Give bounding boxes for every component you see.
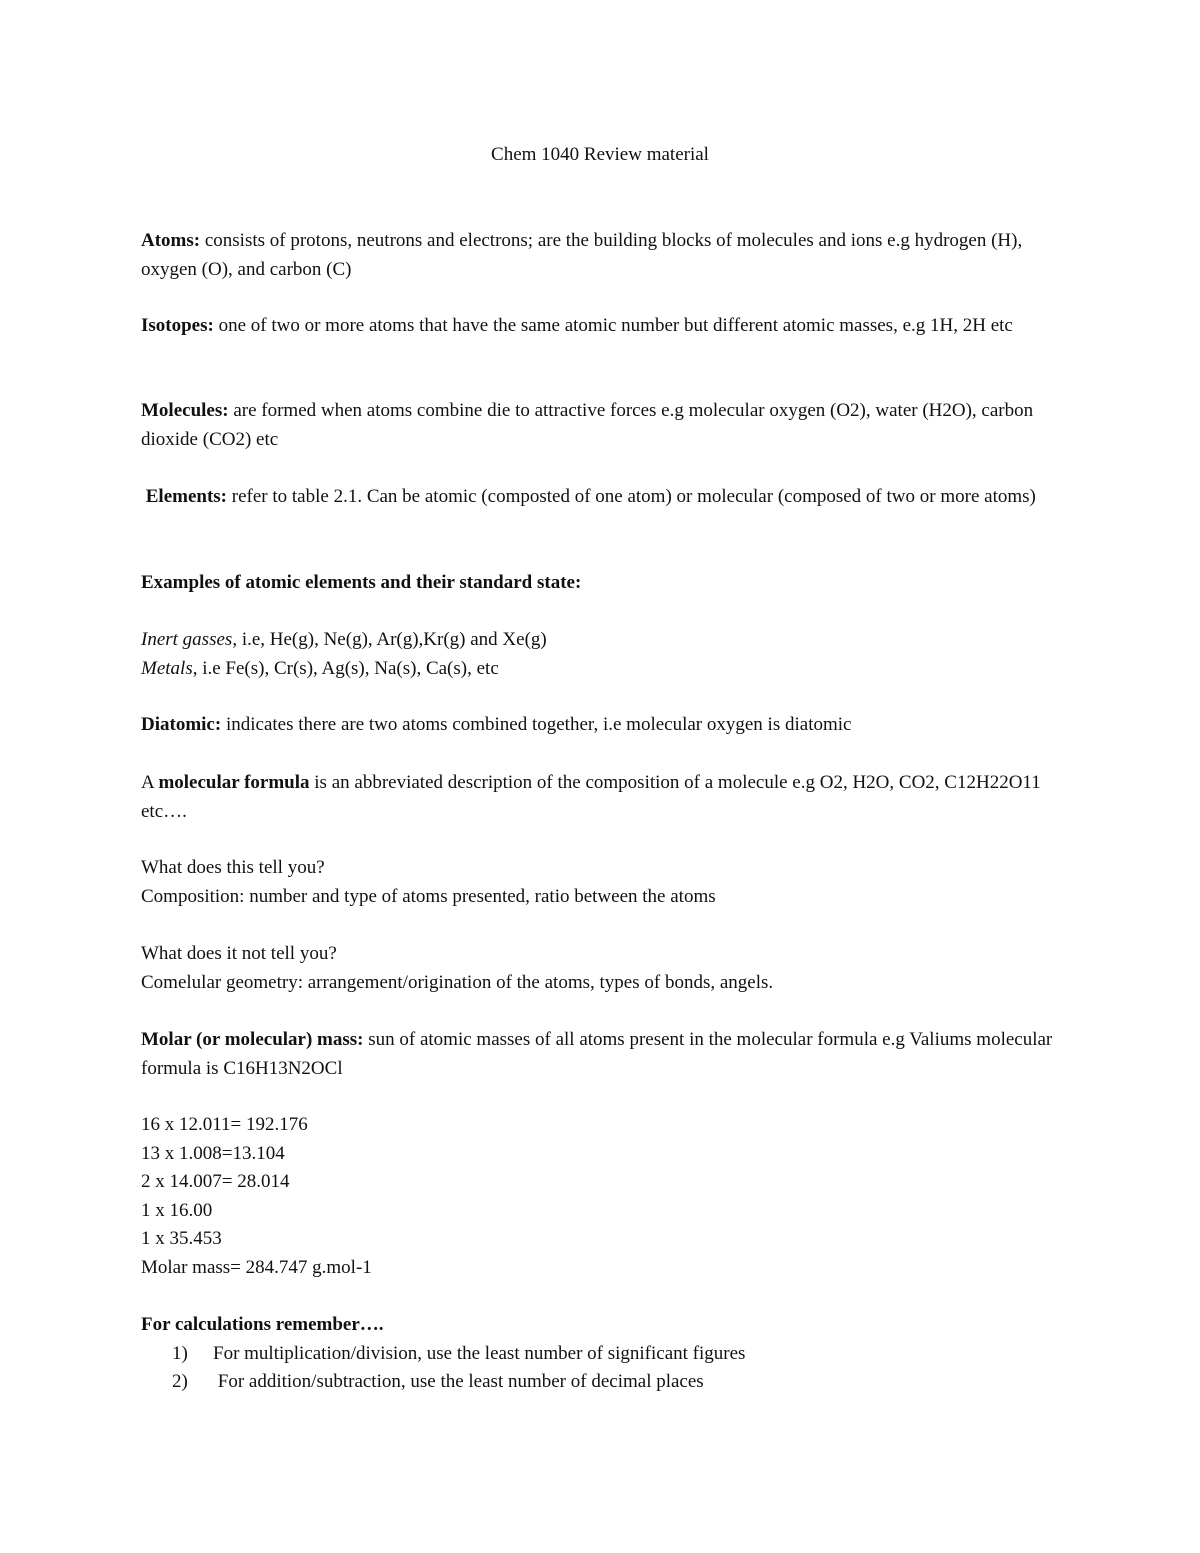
elements-text: refer to table 2.1. Can be atomic (composted of one atom) or molecular (composed of two or more atoms) bbox=[227, 486, 1036, 507]
isotopes-definition bbox=[141, 312, 1071, 341]
diatomic-definition bbox=[141, 711, 1071, 740]
rule-number: 2) bbox=[172, 1371, 188, 1392]
molecular-formula-definition bbox=[141, 769, 1071, 826]
molecular-formula-term: molecular formula bbox=[158, 772, 310, 793]
metals-text: , i.e Fe(s), Cr(s), Ag(s), Na(s), Ca(s), etc bbox=[192, 657, 499, 679]
molar-mass-text: sun of atomic masses of all atoms present in the molecular formula e.g Valiums molecular formula is C16H13N2OCl bbox=[141, 1029, 1053, 1079]
inert-gasses-text: , i.e, He(g), Ne(g), Ar(g),Kr(g) and Xe(g) bbox=[232, 629, 547, 650]
rule-item bbox=[141, 1368, 1071, 1397]
molecules-definition bbox=[141, 397, 1071, 454]
molecules-term: Molecules: bbox=[141, 400, 229, 421]
molecules-text: are formed when atoms combine die to attractive forces e.g molecular oxygen (O2), water (H2O), carbon dioxide (CO2) etc bbox=[141, 400, 1034, 450]
calculation-line: 13 x 1.008=13.104 bbox=[141, 1142, 285, 1164]
metals-label: Metals bbox=[141, 657, 193, 679]
calculation-block bbox=[141, 1111, 1071, 1282]
inert-gasses-label: Inert gasses bbox=[141, 629, 233, 650]
rule-text: For addition/subtraction, use the least number of decimal places bbox=[213, 1371, 704, 1392]
rule-number: 1) bbox=[172, 1342, 188, 1364]
molar-mass-definition bbox=[141, 1026, 1071, 1083]
isotopes-text: one of two or more atoms that have the same atomic number but different atomic masses, e.g 1H, 2H etc bbox=[213, 315, 1013, 336]
rule-item bbox=[141, 1340, 1071, 1369]
tells-block bbox=[141, 854, 1071, 911]
not-tells-answer: Comelular geometry: arrangement/origination of the atoms, types of bonds, angels. bbox=[141, 971, 774, 993]
page-title: Chem 1040 Review material bbox=[491, 144, 709, 165]
not-tells-question: What does it not tell you? bbox=[141, 943, 337, 964]
atoms-term: Atoms: bbox=[141, 230, 201, 251]
isotopes-term: Isotopes: bbox=[141, 315, 214, 336]
inert-gasses-line bbox=[141, 626, 1071, 655]
molar-mass-term: Molar (or molecular) mass: bbox=[141, 1029, 364, 1050]
remember-heading: For calculations remember…. bbox=[141, 1314, 384, 1335]
calculation-line: 1 x 35.453 bbox=[141, 1228, 222, 1249]
tells-question: What does this tell you? bbox=[141, 857, 325, 878]
examples-heading: Examples of atomic elements and their standard state: bbox=[141, 572, 582, 593]
remember-block bbox=[141, 1311, 1071, 1397]
not-tells-block bbox=[141, 940, 1071, 997]
diatomic-text: indicates there are two atoms combined together, i.e molecular oxygen is diatomic bbox=[221, 714, 852, 735]
calculation-line: 16 x 12.011= 192.176 bbox=[141, 1114, 308, 1135]
diatomic-term: Diatomic: bbox=[141, 714, 222, 735]
molecular-formula-text: is an abbreviated description of the composition of a molecule e.g O2, H2O, CO2, C12H22O11 etc…. bbox=[141, 772, 1041, 822]
atoms-text: consists of protons, neutrons and electrons; are the building blocks of molecules and ions e.g hydrogen (H), oxygen (O), and carbon (C) bbox=[141, 230, 1023, 280]
elements-term: Elements: bbox=[145, 486, 228, 507]
examples-list bbox=[141, 626, 1071, 683]
metals-line bbox=[141, 655, 1071, 684]
calculation-line: 1 x 16.00 bbox=[141, 1199, 213, 1221]
molecular-formula-prefix: A bbox=[141, 772, 159, 793]
rule-text: For multiplication/division, use the least number of significant figures bbox=[213, 1342, 746, 1364]
tells-answer: Composition: number and type of atoms presented, ratio between the atoms bbox=[141, 885, 716, 907]
elements-definition bbox=[141, 483, 1071, 512]
molar-mass-result: Molar mass= 284.747 g.mol-1 bbox=[141, 1256, 372, 1278]
calculation-line: 2 x 14.007= 28.014 bbox=[141, 1171, 290, 1192]
atoms-definition bbox=[141, 227, 1071, 284]
examples-heading-block bbox=[141, 569, 1071, 598]
